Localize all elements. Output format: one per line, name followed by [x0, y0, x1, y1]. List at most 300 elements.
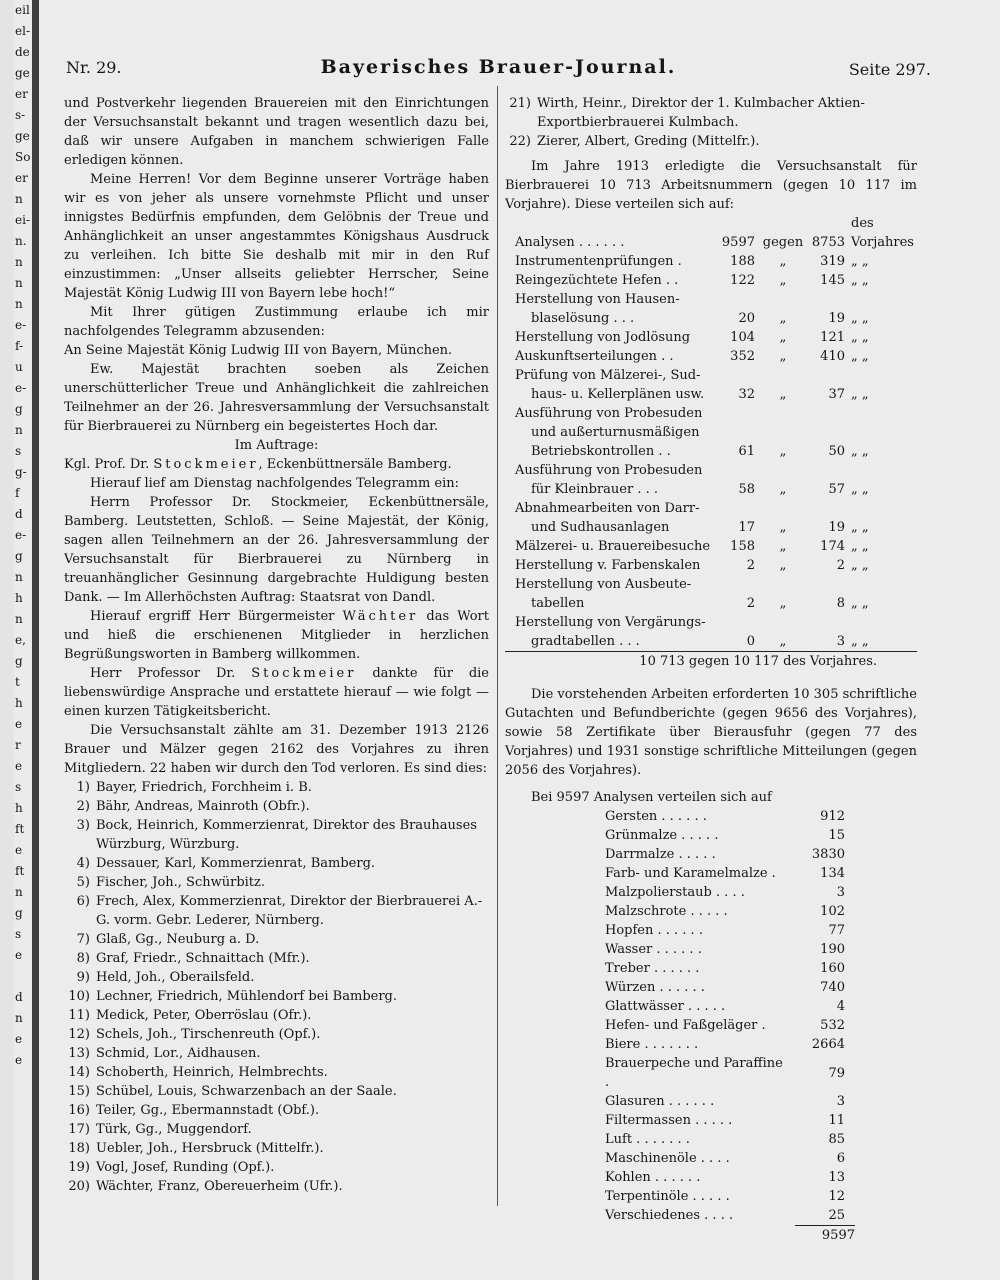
previous-year-label: „ „ [851, 349, 869, 364]
previous-year-label: „ „ [851, 482, 869, 497]
comparison-word: „ [779, 330, 787, 345]
previous-page-fragment: h [15, 801, 23, 815]
list-item-text: Dessauer, Karl, Kommerzienrat, Bamberg. [96, 856, 376, 871]
list-item [64, 930, 489, 949]
telegram-address: An Seine Majestät König Ludwig III von Bayern, München. [64, 343, 453, 358]
paragraph: Hierauf lief am Dienstag nachfolgendes Telegramm ein: [90, 476, 460, 491]
list-item-number: 12) [68, 1027, 90, 1042]
list-item-number: 17) [68, 1122, 90, 1137]
analysis-category: Hopfen . . . . . . [605, 923, 703, 938]
row-label: Reingezüchtete Hefen . . [515, 273, 679, 288]
table-row [605, 1016, 845, 1035]
list-item [64, 816, 489, 854]
value-previous-year: 174 [820, 539, 845, 554]
row-label: Betriebskontrollen . . [531, 444, 671, 459]
row-label: tabellen [531, 596, 585, 611]
previous-page-fragment: s [15, 780, 22, 794]
value-previous-year: 145 [820, 273, 845, 288]
table-row [505, 271, 917, 290]
table-row [505, 632, 917, 651]
comparison-word: „ [779, 558, 787, 573]
row-label: Herstellung von Vergärungs- [515, 615, 706, 630]
table-row [505, 518, 917, 537]
previous-page-fragment: d [15, 507, 23, 521]
text-run: Kgl. Prof. Dr. [64, 457, 154, 472]
value-previous-year [811, 613, 845, 632]
list-item-text: Uebler, Joh., Hersbruck (Mittelfr.). [96, 1141, 324, 1156]
value-1913 [721, 499, 755, 518]
analysis-count: 12 [828, 1189, 845, 1204]
list-item [64, 1044, 489, 1063]
table-row [505, 442, 917, 461]
list-item [64, 778, 489, 797]
list-item-number: 6) [76, 894, 90, 909]
row-label: gradtabellen . . . [531, 634, 640, 649]
table-row [505, 556, 917, 575]
value-1913 [721, 404, 755, 423]
analysis-category: Biere . . . . . . . [605, 1037, 699, 1052]
value-1913: 17 [738, 520, 755, 535]
previous-year-label: „ „ [851, 539, 869, 554]
previous-page-fragment: e [15, 1032, 23, 1046]
value-1913: 20 [738, 311, 755, 326]
list-item-number: 2) [76, 799, 90, 814]
table-row [505, 594, 917, 613]
previous-year-label [845, 613, 917, 632]
comparison-word: „ [779, 539, 787, 554]
list-item-text: Bähr, Andreas, Mainroth (Obfr.). [96, 799, 310, 814]
telegram-text: Ew. Majestät brachten soeben als Zeichen unerschütterlicher Treue und Anhänglichkeit die zahlreichen Teilnehmer an der 26. Jahresversammlung der Versuchsanstalt für Bierbrauerei zu Nürnberg ein begeistertes Hoch dar. [64, 362, 489, 434]
list-item-text: Türk, Gg., Muggendorf. [96, 1122, 252, 1137]
analysis-count: 190 [820, 942, 845, 957]
paragraph: Die vorstehenden Arbeiten erforderten 10 305 schriftliche Gutachten und Befundberichte (gegen 9656 des Vorjahres), sowie 58 Zertifikate über Bierausfuhr (gegen 77 des Vorjahres) und 1931 sonstige schriftliche Mitteilungen (gegen 2056 des Vorjahres). [505, 687, 917, 778]
row-label: Abnahmearbeiten von Darr- [515, 501, 700, 516]
table-row [605, 864, 845, 883]
table-row [605, 997, 845, 1016]
list-item-text: Glaß, Gg., Neuburg a. D. [96, 932, 260, 947]
analysis-count: 85 [828, 1132, 845, 1147]
table-row [505, 214, 917, 252]
list-item-number: 22) [509, 134, 531, 149]
list-item [64, 1101, 489, 1120]
comparison-word [755, 423, 811, 442]
table-row [605, 959, 845, 978]
table-row [605, 1206, 845, 1225]
previous-page-fragment: eil [15, 3, 30, 17]
list-item [64, 1063, 489, 1082]
list-item [64, 873, 489, 892]
comparison-word: „ [779, 387, 787, 402]
comparison-word: „ [779, 349, 787, 364]
list-item-text: Graf, Friedr., Schnaittach (Mfr.). [96, 951, 310, 966]
previous-page-fragment: ge [15, 129, 30, 143]
table-row [505, 537, 917, 556]
list-item [64, 949, 489, 968]
analysis-count: 25 [828, 1208, 845, 1223]
comparison-word [755, 575, 811, 594]
analysis-count: 134 [820, 866, 845, 881]
analysis-count: 3 [836, 885, 845, 900]
row-label: Instrumentenprüfungen . [515, 254, 682, 269]
table-row [605, 883, 845, 902]
row-label: Auskunftserteilungen . . [515, 349, 674, 364]
analysis-category: Gersten . . . . . . [605, 809, 707, 824]
analysis-category: Kohlen . . . . . . [605, 1170, 701, 1185]
telegram-signature-line: Im Auftrage: [234, 438, 319, 453]
value-1913: 188 [730, 254, 755, 269]
paragraph: und Postverkehr liegenden Brauereien mit den Einrichtungen der Versuchsanstalt bekannt und tragen wesentlich dazu bei, daß wir unsere Aufgaben in manchem schwierigen Falle erledigen können. [64, 96, 489, 168]
row-label: Herstellung v. Farbenskalen [515, 558, 701, 573]
list-item-number: 4) [76, 856, 90, 871]
previous-year-label [845, 366, 917, 385]
table-row [505, 480, 917, 499]
previous-page-fragment: e, [15, 633, 26, 647]
analysis-category: Glattwässer . . . . . [605, 999, 726, 1014]
analysis-count: 4 [836, 999, 845, 1014]
row-label: Herstellung von Hausen- [515, 292, 680, 307]
list-item-text: Held, Joh., Oberailsfeld. [96, 970, 255, 985]
value-1913: 9597 [721, 235, 755, 250]
value-previous-year: 8753 [811, 235, 845, 250]
analysis-category: Brauerpeche und Paraffine . [605, 1056, 783, 1090]
comparison-word: „ [779, 273, 787, 288]
list-item-text: Teiler, Gg., Ebermannstadt (Obf.). [96, 1103, 320, 1118]
value-previous-year [811, 290, 845, 309]
table-row [505, 252, 917, 271]
list-item [64, 854, 489, 873]
value-1913 [721, 366, 755, 385]
previous-page-fragment: g [15, 549, 23, 563]
value-previous-year [811, 575, 845, 594]
previous-page-fragment: n [15, 885, 23, 899]
previous-year-label: des Vorjahres [851, 216, 914, 250]
comparison-word: „ [779, 596, 787, 611]
table-row [605, 902, 845, 921]
list-item-text: Fischer, Joh., Schwürbitz. [96, 875, 266, 890]
list-item-text: Schoberth, Heinrich, Helmbrechts. [96, 1065, 328, 1080]
table-row [505, 404, 917, 423]
value-previous-year: 410 [820, 349, 845, 364]
table-row [605, 1054, 845, 1092]
value-1913: 158 [730, 539, 755, 554]
table-row [605, 921, 845, 940]
analysis-count: 160 [820, 961, 845, 976]
previous-page-fragment: s [15, 927, 22, 941]
previous-page-fragment [14, 966, 32, 987]
analysis-count: 11 [828, 1113, 845, 1128]
value-previous-year: 319 [820, 254, 845, 269]
previous-page-fragment: s [15, 444, 22, 458]
value-1913: 0 [746, 634, 755, 649]
previous-page-fragment: u [15, 360, 23, 374]
work-numbers-table [505, 214, 917, 651]
analyses-table [605, 807, 845, 1225]
list-item [64, 1139, 489, 1158]
list-item-text: Lechner, Friedrich, Mühlendorf bei Bamberg. [96, 989, 397, 1004]
previous-year-label [845, 423, 917, 442]
work-numbers-total: 10 713 gegen 10 117 des Vorjahres. [505, 651, 917, 671]
list-item [64, 987, 489, 1006]
telegram-reply: Herrn Professor Dr. Stockmeier, Eckenbüttnersäle, Bamberg. Leutstetten, Schloß. — Seine Majestät, der König, sagen allen Teilnehmern an der 26. Jahresversammlung der Versuchsanstalt für Bierbrauerei zu Nürnberg in treuanhänglicher Gesinnung dargebrachte Huldigung besten Dank. — Im Allerhöchsten Auftrag: Staatsrat von Dandl. [64, 495, 489, 605]
row-label: Ausführung von Probesuden [515, 463, 703, 478]
previous-page-fragment: n [15, 1011, 23, 1025]
previous-year-label: „ „ [851, 634, 869, 649]
previous-year-label: „ „ [851, 273, 869, 288]
analysis-count: 2664 [811, 1037, 845, 1052]
paragraph: Im Jahre 1913 erledigte die Versuchsanstalt für Bierbrauerei 10 713 Arbeitsnummern (gegen 10 117 im Vorjahre). Diese verteilen sich auf: [505, 159, 917, 212]
comparison-word [755, 461, 811, 480]
journal-page [39, 0, 1000, 1280]
value-1913: 352 [730, 349, 755, 364]
paragraph: Mit Ihrer gütigen Zustimmung erlaube ich mir nachfolgendes Telegramm abzusenden: [64, 305, 489, 339]
comparison-word: „ [779, 482, 787, 497]
deceased-members-list [64, 778, 489, 1196]
telegram-signature [64, 455, 489, 474]
issue-number: Nr. 29. [66, 58, 122, 77]
list-item-number: 1) [76, 780, 90, 795]
analysis-count: 79 [828, 1065, 845, 1081]
column-divider [497, 86, 498, 1206]
table-row [605, 1130, 845, 1149]
paragraph: Meine Herren! Vor dem Beginne unserer Vorträge haben wir es von jeher als unsere vornehmste Pflicht und unser innigstes Bedürfnis empfunden, dem Gelöbnis der Treue und Anhänglichkeit an unser angestammtes Königshaus Ausdruck zu verleihen. Ich bitte Sie deshalb mit mir in den Ruf einzustimmen: „Unser allseits geliebter Herrscher, Seine Majestät König Ludwig III von Bayern lebe hoch!“ [64, 172, 489, 301]
table-row [505, 461, 917, 480]
previous-page-fragment: er [15, 87, 28, 101]
text-run: das Wort und hieß die erschienenen Mitglieder in herzlichen Begrüßungsworten in Bamberg willkommen. [64, 609, 489, 662]
row-label: Herstellung von Ausbeute- [515, 577, 692, 592]
value-previous-year [811, 404, 845, 423]
person-name: Stockmeier [153, 457, 259, 472]
list-item [64, 1177, 489, 1196]
table-row [605, 1111, 845, 1130]
value-1913: 2 [746, 596, 755, 611]
list-item [64, 1082, 489, 1101]
previous-page-fragment: e [15, 717, 23, 731]
table-row [605, 826, 845, 845]
analysis-count: 3830 [811, 847, 845, 862]
table-row [605, 845, 845, 864]
list-item [64, 797, 489, 816]
analysis-category: Treber . . . . . . [605, 961, 700, 976]
previous-page-fragment: t [15, 675, 20, 689]
previous-page-fragment: n [15, 423, 23, 437]
previous-page-fragment: f [15, 486, 20, 500]
comparison-word [755, 366, 811, 385]
previous-page-fragment: n [15, 297, 23, 311]
row-label: Mälzerei- u. Brauereibesuche [515, 539, 711, 554]
previous-page-fragment: ei- [15, 213, 30, 227]
paragraph: Die Versuchsanstalt zählte am 31. Dezember 1913 2126 Brauer und Mälzer gegen 2162 des Vorjahres zu ihren Mitgliedern. 22 haben wir durch den Tod verloren. Es sind dies: [64, 723, 489, 776]
value-1913: 122 [730, 273, 755, 288]
table-row [505, 499, 917, 518]
previous-page-fragment: d [15, 990, 23, 1004]
page-gutter [32, 0, 39, 1280]
previous-year-label: „ „ [851, 520, 869, 535]
row-label: Analysen . . . . . . [515, 235, 625, 250]
comparison-word: gegen [762, 235, 804, 250]
row-label: Prüfung von Mälzerei-, Sud- [515, 368, 701, 383]
list-item-text: Schmid, Lor., Aidhausen. [96, 1046, 261, 1061]
value-previous-year: 2 [836, 558, 845, 573]
table-row [605, 807, 845, 826]
table-row [605, 940, 845, 959]
analysis-category: Grünmalze . . . . . [605, 828, 719, 843]
comparison-word [755, 613, 811, 632]
previous-page-fragment: So [15, 150, 31, 164]
analysis-category: Glasuren . . . . . . [605, 1094, 715, 1109]
previous-page-fragment: ft [15, 822, 25, 836]
previous-page-fragment: ft [15, 864, 25, 878]
analysis-count: 3 [836, 1094, 845, 1109]
comparison-word: „ [779, 634, 787, 649]
previous-page-fragment: e [15, 1053, 23, 1067]
list-item-text: Zierer, Albert, Greding (Mittelfr.). [537, 134, 760, 149]
previous-page-fragment: n [15, 612, 23, 626]
person-name: Wächter [342, 609, 419, 624]
row-label: blaselösung . . . [531, 311, 635, 326]
right-column [505, 94, 917, 1245]
comparison-word [755, 404, 811, 423]
list-item-number: 5) [76, 875, 90, 890]
table-row [605, 1092, 845, 1111]
value-1913: 32 [738, 387, 755, 402]
value-1913: 61 [738, 444, 755, 459]
analysis-category: Malzschrote . . . . . [605, 904, 728, 919]
analysis-count: 15 [828, 828, 845, 843]
previous-year-label: „ „ [851, 254, 869, 269]
list-item [64, 1158, 489, 1177]
previous-page-fragment: ge [15, 66, 30, 80]
analysis-count: 740 [820, 980, 845, 995]
analyses-total: 9597 [795, 1225, 855, 1245]
table-row [505, 290, 917, 309]
row-label: haus- u. Kellerplänen usw. [531, 387, 705, 402]
previous-year-label: „ „ [851, 444, 869, 459]
value-previous-year: 8 [836, 596, 845, 611]
value-1913 [721, 575, 755, 594]
table-row [505, 366, 917, 385]
list-item-text: Wirth, Heinr., Direktor der 1. Kulmbacher Aktien-Exportbierbrauerei Kulmbach. [537, 96, 865, 130]
table-row [505, 385, 917, 404]
text-run: Herr Professor Dr. [90, 666, 252, 681]
list-item-text: Schübel, Louis, Schwarzenbach an der Saale. [96, 1084, 397, 1099]
value-1913 [721, 290, 755, 309]
previous-year-label [845, 290, 917, 309]
value-1913 [721, 423, 755, 442]
analysis-count: 6 [836, 1151, 845, 1166]
list-item-number: 3) [76, 818, 90, 833]
value-previous-year: 57 [828, 482, 845, 497]
value-1913: 58 [738, 482, 755, 497]
list-item-text: Frech, Alex, Kommerzienrat, Direktor der Bierbrauerei A.-G. vorm. Gebr. Lederer, Nürnberg. [96, 894, 483, 928]
previous-page-fragment: n. [15, 234, 27, 248]
previous-page-fragment: h [15, 696, 23, 710]
previous-year-label: „ „ [851, 596, 869, 611]
previous-page-fragment: e [15, 843, 23, 857]
list-item-text: Schels, Joh., Tirschenreuth (Opf.). [96, 1027, 321, 1042]
list-item-number: 8) [76, 951, 90, 966]
value-previous-year: 3 [836, 634, 845, 649]
previous-page-fragment: g [15, 402, 23, 416]
list-item [505, 94, 917, 132]
table-row [505, 347, 917, 366]
analysis-category: Wasser . . . . . . [605, 942, 702, 957]
table-row [505, 423, 917, 442]
list-item [64, 1120, 489, 1139]
analysis-count: 912 [820, 809, 845, 824]
previous-page-fragment: el- [15, 24, 30, 38]
list-item-number: 19) [68, 1160, 90, 1175]
previous-page-fragment: n [15, 570, 23, 584]
previous-page-fragment: e- [15, 528, 27, 542]
previous-year-label [845, 404, 917, 423]
table-row [505, 613, 917, 632]
previous-page-edge [14, 0, 32, 1280]
value-previous-year [811, 366, 845, 385]
table-row [505, 328, 917, 347]
row-label: Herstellung von Jodlösung [515, 330, 691, 345]
list-item-text: Vogl, Josef, Runding (Opf.). [96, 1160, 275, 1175]
list-item-number: 10) [68, 989, 90, 1004]
list-item-text: Wächter, Franz, Obereuerheim (Ufr.). [96, 1179, 343, 1194]
previous-page-fragment: n [15, 192, 23, 206]
list-item-number: 16) [68, 1103, 90, 1118]
list-item [64, 892, 489, 930]
row-label: und Sudhausanlagen [531, 520, 670, 535]
person-name: Stockmeier [251, 666, 357, 681]
value-1913: 2 [746, 558, 755, 573]
comparison-word: „ [779, 311, 787, 326]
comparison-word: „ [779, 520, 787, 535]
previous-page-fragment: n [15, 276, 23, 290]
previous-year-label: „ „ [851, 330, 869, 345]
paragraph [64, 607, 489, 664]
list-item-number: 18) [68, 1141, 90, 1156]
analysis-category: Filtermassen . . . . . [605, 1113, 733, 1128]
text-run: dankte für die liebenswürdige Ansprache und erstattete hierauf — wie folgt — einen kurzen Tätigkeitsbericht. [64, 666, 489, 719]
previous-page-fragment: n [15, 255, 23, 269]
analysis-count: 13 [828, 1170, 845, 1185]
list-item-number: 7) [76, 932, 90, 947]
paragraph [64, 664, 489, 721]
previous-year-label: „ „ [851, 558, 869, 573]
page-number: Seite 297. [848, 60, 931, 79]
previous-page-fragment: g [15, 654, 23, 668]
table-row [505, 575, 917, 594]
value-1913: 104 [730, 330, 755, 345]
list-item-text: Bayer, Friedrich, Forchheim i. B. [96, 780, 312, 795]
value-1913 [721, 613, 755, 632]
analysis-category: Farb- und Karamelmalze . [605, 866, 776, 881]
analysis-category: Terpentinöle . . . . . [605, 1189, 730, 1204]
previous-page-fragment: r [15, 738, 21, 752]
value-previous-year: 19 [828, 520, 845, 535]
list-item-number: 11) [68, 1008, 90, 1023]
analysis-count: 77 [828, 923, 845, 938]
list-item-number: 9) [76, 970, 90, 985]
row-label: für Kleinbrauer . . . [531, 482, 658, 497]
text-run: Hierauf ergriff Herr Bürgermeister [90, 609, 343, 624]
deceased-members-list-continued [505, 94, 917, 151]
list-item [64, 968, 489, 987]
list-item [64, 1025, 489, 1044]
list-item-number: 14) [68, 1065, 90, 1080]
table-row [605, 1035, 845, 1054]
table-row [605, 1168, 845, 1187]
list-item-number: 20) [68, 1179, 90, 1194]
list-item-number: 21) [509, 96, 531, 111]
value-previous-year [811, 423, 845, 442]
value-previous-year: 37 [828, 387, 845, 402]
